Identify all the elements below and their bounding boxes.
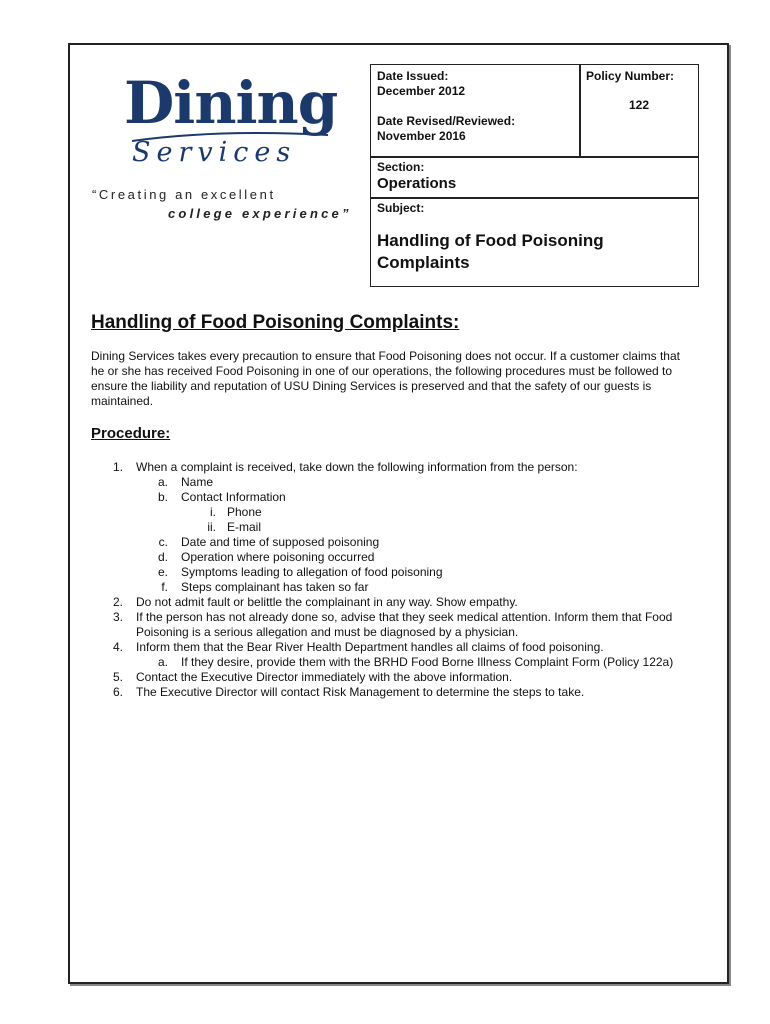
- list-marker: 3.: [112, 610, 123, 624]
- logo-tagline-line2: college experience”: [168, 206, 352, 221]
- policy-number-box: [579, 64, 699, 158]
- list-item: When a complaint is received, take down the following information from the person:: [136, 460, 578, 474]
- subject-box: [370, 197, 699, 287]
- list-marker: i.: [210, 505, 216, 519]
- logo-wordmark-services: Services: [132, 137, 297, 168]
- logo-wordmark-dining: Dining: [124, 69, 338, 137]
- policy-number-value: 122: [629, 98, 650, 112]
- list-item: E-mail: [227, 520, 262, 534]
- section-box: [370, 156, 699, 199]
- document-title: Handling of Food Poisoning Complaints:: [91, 312, 460, 333]
- list-marker: f.: [161, 580, 168, 594]
- section-label: Section:: [377, 160, 425, 174]
- subject-label: Subject:: [377, 201, 425, 215]
- policy-number-label: Policy Number:: [586, 69, 675, 83]
- logo-tagline-line1: “Creating an excellent: [92, 187, 276, 202]
- list-item: Name: [181, 475, 214, 489]
- list-item: Operation where poisoning occurred: [181, 550, 375, 564]
- list-item-continuation: Poisoning is a serious allegation and must be diagnosed by a physician.: [136, 625, 519, 639]
- list-item: Contact Information: [181, 490, 286, 504]
- list-item: Do not admit fault or belittle the complainant in any way. Show empathy.: [136, 595, 518, 609]
- list-marker: 6.: [112, 685, 123, 699]
- date-issued-label: Date Issued:: [377, 69, 449, 83]
- list-marker: c.: [158, 535, 168, 549]
- list-item: Inform them that the Bear River Health Department handles all claims of food poisoning.: [136, 640, 604, 654]
- list-marker: e.: [157, 565, 168, 579]
- list-item: Symptoms leading to allegation of food poisoning: [181, 565, 443, 579]
- list-marker: a.: [157, 655, 168, 669]
- list-marker: d.: [157, 550, 168, 564]
- list-item: If the person has not already done so, advise that they seek medical attention. Inform them that Food: [136, 610, 673, 624]
- list-marker: 2.: [112, 595, 123, 609]
- date-box: [370, 64, 581, 158]
- procedure-heading: Procedure:: [91, 425, 171, 442]
- list-marker: 1.: [112, 460, 123, 474]
- list-item: Date and time of supposed poisoning: [181, 535, 380, 549]
- intro-line: maintained.: [91, 394, 154, 408]
- date-revised-value: November 2016: [377, 129, 466, 143]
- subject-title-line2: Complaints: [377, 253, 470, 272]
- list-item: If they desire, provide them with the BRHD Food Borne Illness Complaint Form (Policy 122a): [181, 655, 674, 669]
- list-item: Contact the Executive Director immediately with the above information.: [136, 670, 513, 684]
- list-marker: b.: [157, 490, 168, 504]
- date-issued-value: December 2012: [377, 84, 466, 98]
- intro-line: ensure the liability and reputation of USU Dining Services is preserved and that the safety of our guests is: [91, 379, 652, 393]
- list-marker: 5.: [112, 670, 123, 684]
- intro-paragraph: [91, 349, 706, 409]
- list-marker: ii.: [207, 520, 216, 534]
- list-marker: 4.: [112, 640, 123, 654]
- intro-line: he or she has received Food Poisoning in one of our operations, the following procedures must be followed to: [91, 364, 673, 378]
- list-marker: a.: [157, 475, 168, 489]
- section-value: Operations: [377, 175, 457, 192]
- list-item: Phone: [227, 505, 262, 519]
- subject-title-line1: Handling of Food Poisoning: [377, 231, 604, 250]
- intro-line: Dining Services takes every precaution to ensure that Food Poisoning does not occur. If a customer claims that: [91, 349, 680, 363]
- list-item: The Executive Director will contact Risk Management to determine the steps to take.: [136, 685, 585, 699]
- list-item: Steps complainant has taken so far: [181, 580, 369, 594]
- date-revised-label: Date Revised/Reviewed:: [377, 114, 516, 128]
